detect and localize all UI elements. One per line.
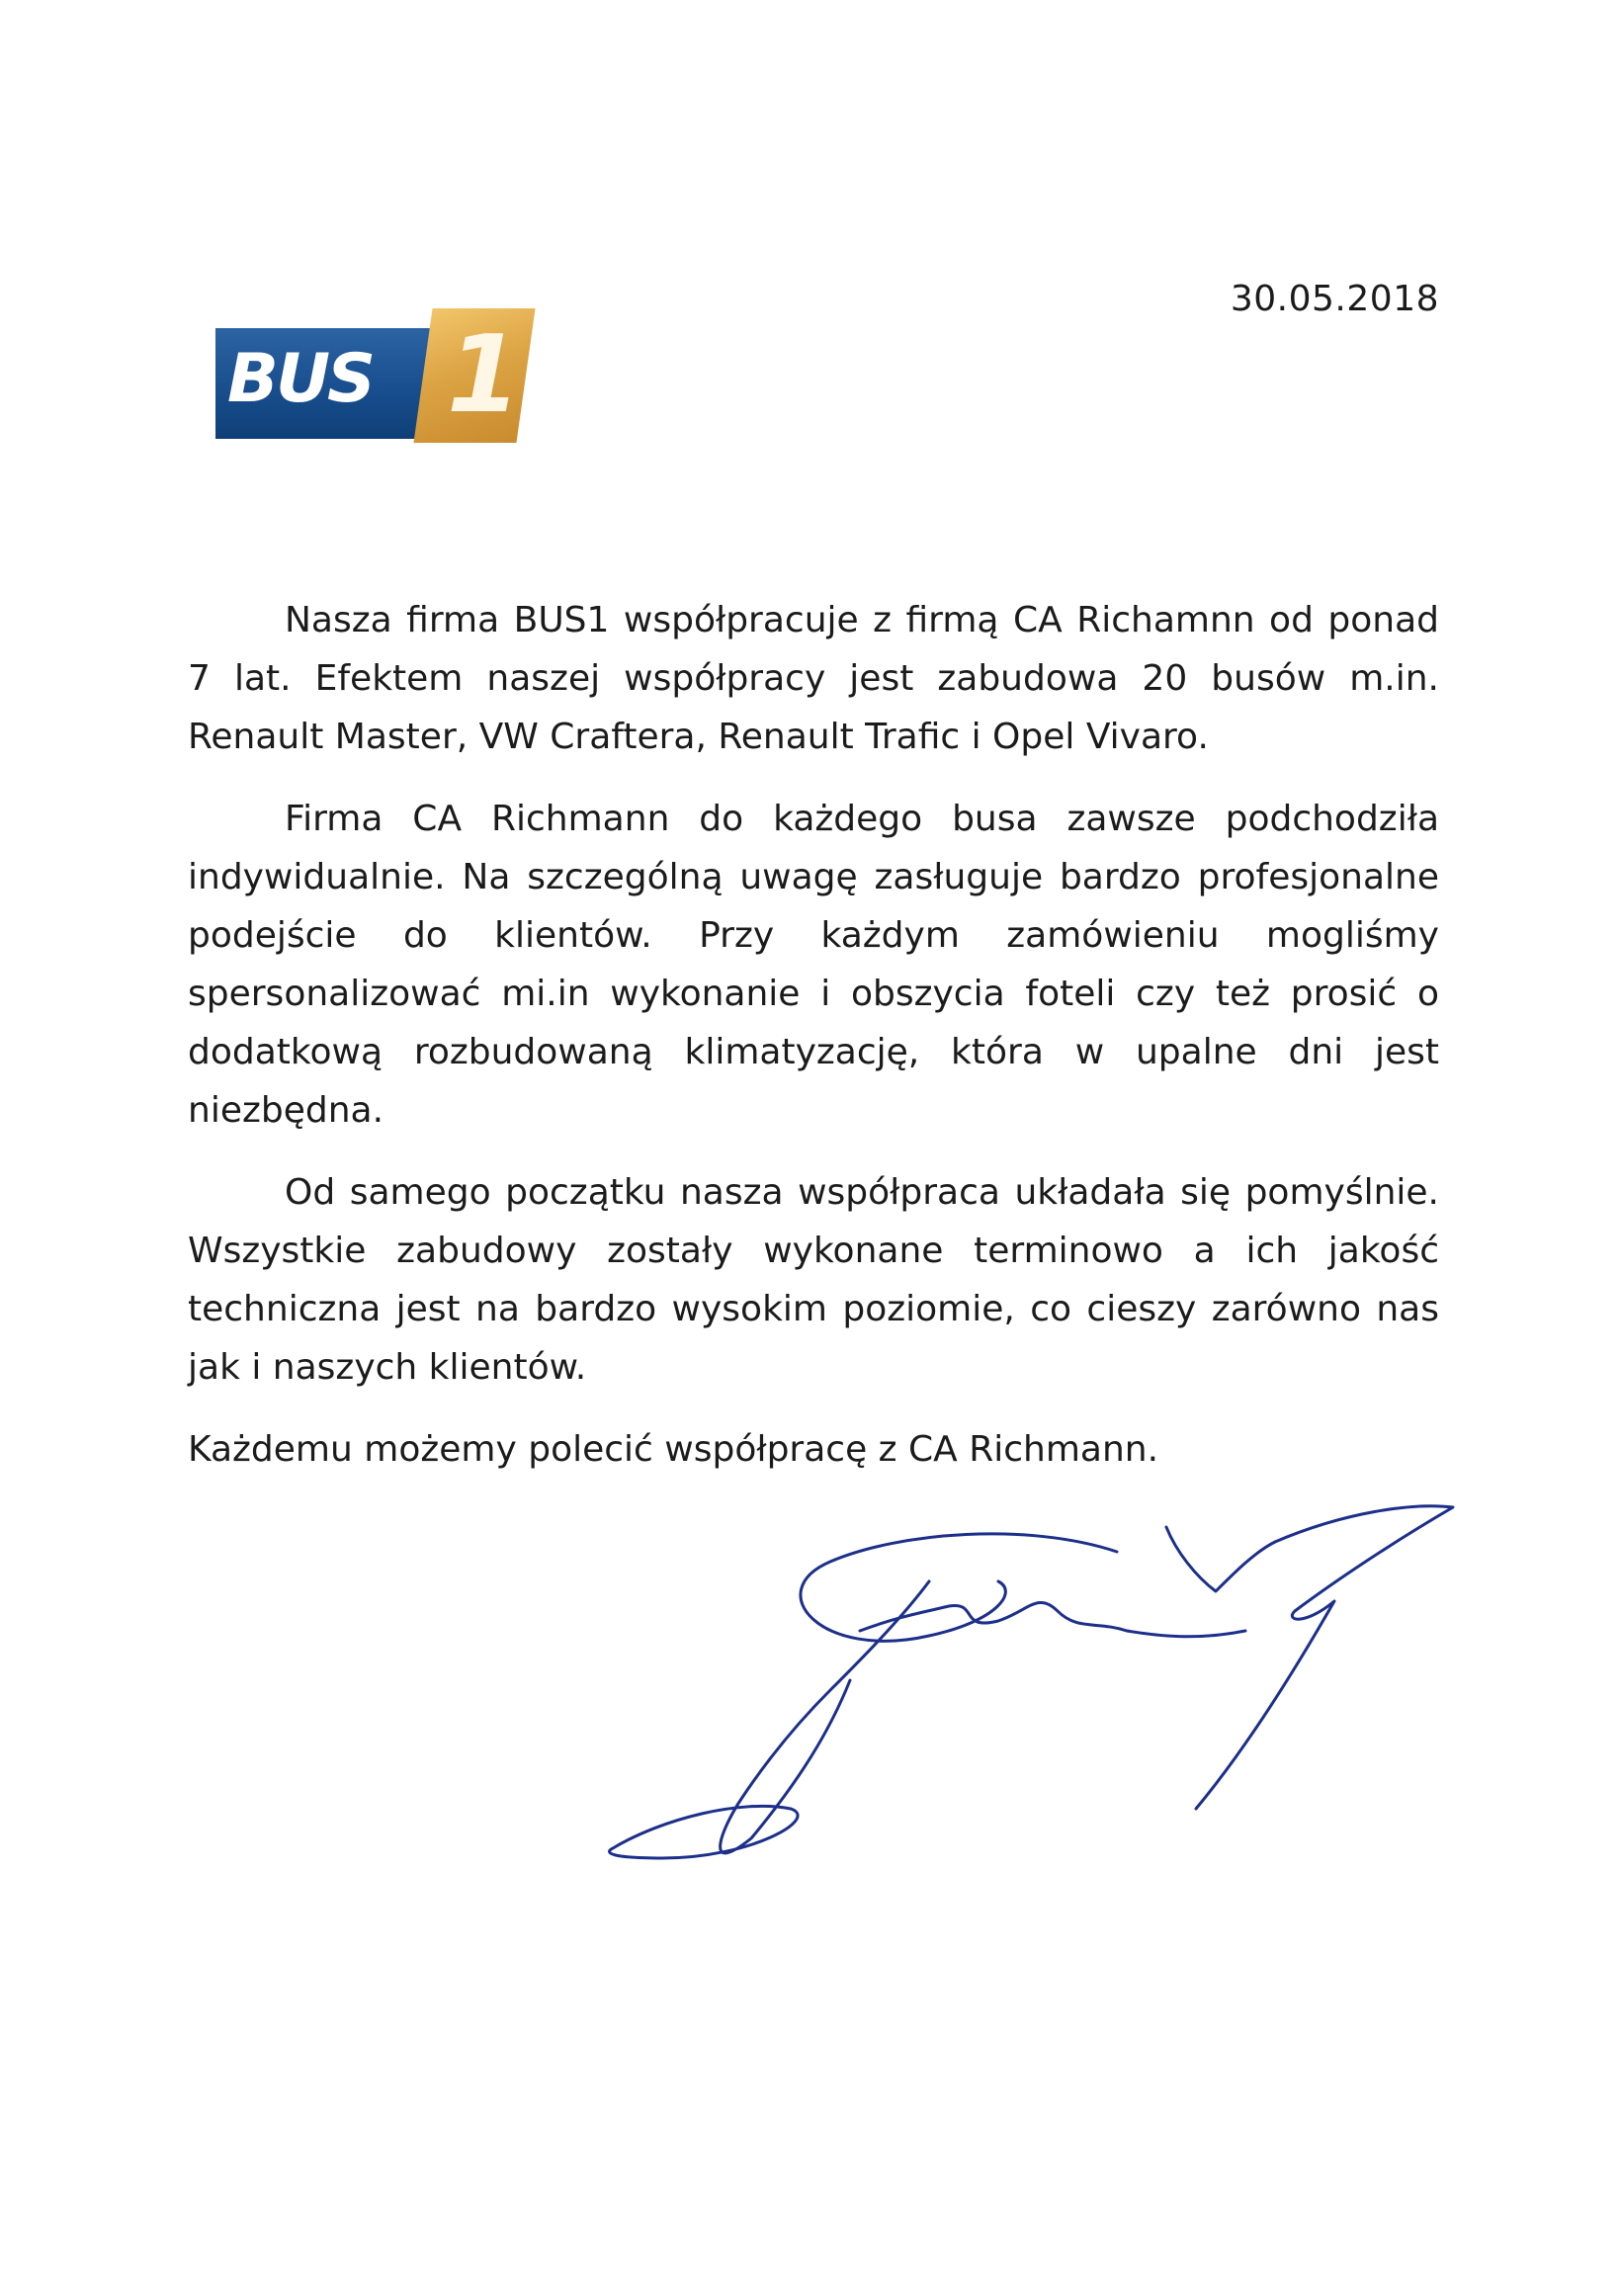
paragraph-recommendation: Każdemu możemy polecić współpracę z CA Richmann.	[188, 1429, 1159, 1470]
signature-stroke-v	[1166, 1527, 1275, 1591]
logo-number: 1	[447, 313, 522, 437]
paragraph-cooperation: Nasza firma BUS1 współpracuje z firmą CA Richamnn od ponad 7 lat. Efektem naszej współpracy jest zabudowa 20 busów m.in. Renault Master, VW Craftera, Renault Trafic i Opel Vivaro.	[188, 600, 1439, 757]
letter-body	[188, 591, 1439, 1502]
handwritten-signature	[603, 1483, 1473, 1917]
logo-blue-block	[215, 328, 449, 439]
signature-stroke-loop	[801, 1534, 1117, 1641]
signature-stroke-middle	[860, 1602, 1245, 1636]
signature-stroke-tail	[1196, 1506, 1453, 1809]
paragraph-approach: Firma CA Richmann do każdego busa zawsze podchodziła indywidualnie. Na szczególną uwagę zasługuje bardzo profesjonalne podejście do klientów. Przy każdym zamówieniu mogliśmy spersonalizować mi.in wykonanie i obszycia foteli czy też prosić o dodatkową rozbudowaną klimatyzację, która w upalne dni jest niezbędna.	[188, 799, 1439, 1131]
logo-text: BUS	[227, 340, 374, 418]
bus1-logo	[215, 308, 528, 447]
signature-stroke-main	[721, 1581, 929, 1853]
paragraph-quality: Od samego początku nasza współpraca układała się pomyślnie. Wszystkie zabudowy zostały wykonane terminowo a ich jakość techniczna jest na bardzo wysokim poziomie, co cieszy zarówno nas jak i naszych klientów.	[188, 1172, 1439, 1388]
letter-date: 30.05.2018	[1230, 279, 1439, 319]
